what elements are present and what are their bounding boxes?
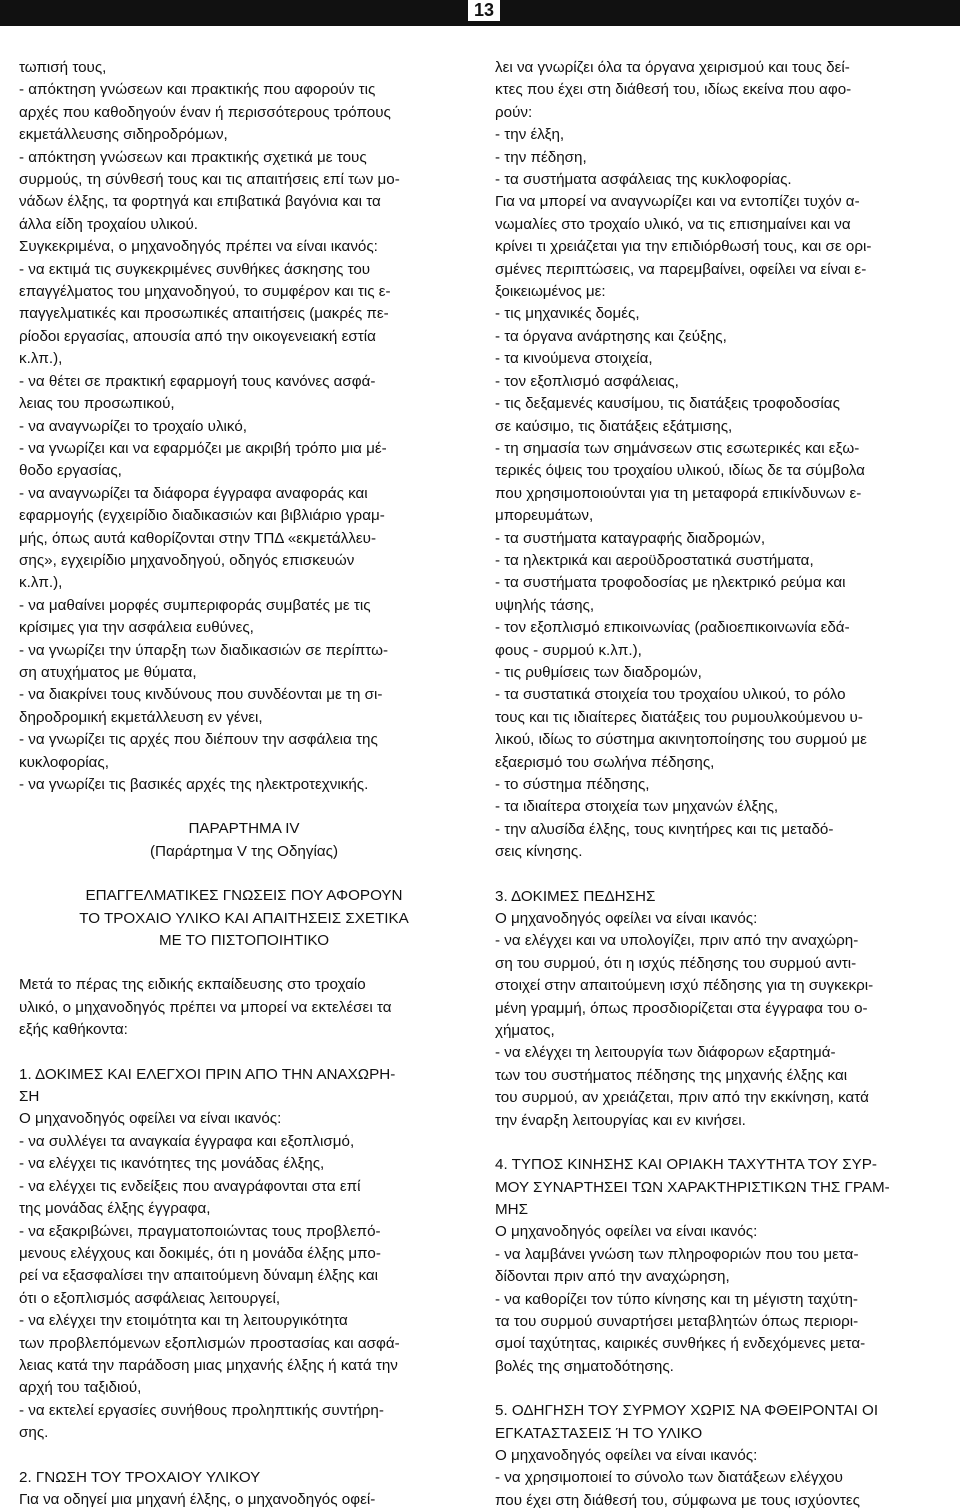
text-line: - τις μηχανικές δομές, [495, 305, 640, 323]
text-line: της μονάδας έλξης έγγραφα, [19, 1200, 211, 1218]
text-line: 4. ΤΥΠΟΣ ΚΙΝΗΣΗΣ ΚΑΙ ΟΡΙΑΚΗ ΤΑΧΥΤΗΤΑ ΤΟΥ ΣΥΡ- [495, 1156, 877, 1174]
text-line: - τα συστήματα τροφοδοσίας με ηλεκτρικό ρεύμα και [495, 574, 846, 592]
text-line: την έναρξη λειτουργίας και εν κινήσει. [495, 1111, 746, 1129]
text-line: ση του συρμού, ότι η ισχύς πέδησης του συρμού αντι- [495, 954, 857, 972]
paragraph-gap [19, 1445, 469, 1467]
text-line: επαγγέλματος του μηχανοδηγού, το συμφέρον και τις ε- [19, 283, 391, 301]
text-line: ση ατυχήματος με θύματα, [19, 663, 197, 681]
text-line: ΣΗ [19, 1088, 40, 1106]
text-line: 1. ΔΟΚΙΜΕΣ ΚΑΙ ΕΛΕΓΧΟΙ ΠΡΙΝ ΑΠΟ ΤΗΝ ΑΝΑΧΩΡΗ- [19, 1065, 396, 1083]
paragraph-gap [495, 1378, 941, 1400]
text-line: Ο μηχανοδηγός οφείλει να είναι ικανός: [495, 1223, 758, 1241]
text-line: ΠΑΡΑΡΤΗΜΑ IV [188, 820, 300, 838]
paragraph-gap [19, 796, 469, 818]
text-line: μπορευμάτων, [495, 507, 594, 525]
text-line: - το σύστημα πέδησης, [495, 776, 650, 793]
text-line: - να θέτει σε πρακτική εφαρμογή τους κανόνες ασφά- [19, 372, 376, 390]
text-line: λικού, ιδίως το σύστημα ακινητοποίησης του συρμού με [495, 731, 867, 749]
text-line: σμοί ταχύτητας, καιρικές συνθήκες ή ενδεχόμενες μετα- [495, 1335, 866, 1353]
text-line: Για να οδηγεί μια μηχανή έλξης, ο μηχανοδηγός οφεί- [19, 1490, 376, 1508]
text-line: δίδονται πριν από την αναχώρηση, [495, 1268, 730, 1286]
text-line: - τα συστήματα καταγραφής διαδρομών, [495, 529, 766, 547]
text-line: που έχει στη διάθεσή του, σύμφωνα με τους ισχύοντες [495, 1491, 860, 1509]
text-line: λει να γνωρίζει όλα τα όργανα χειρισμού και τους δεί- [495, 59, 850, 76]
text-line: κ.λπ.), [19, 350, 63, 368]
text-line: τα του συρμού συναρτήσει μεταβλητών όπως περιορι- [495, 1312, 859, 1330]
text-line: - απόκτηση γνώσεων και πρακτικής σχετικά με τους [19, 148, 367, 166]
text-line: Μετά το πέρας της ειδικής εκπαίδευσης στο τροχαίο [19, 976, 366, 994]
text-line: ρεί να εξασφαλίσει την απαιτούμενη δύναμη έλξης και [19, 1267, 379, 1285]
text-line: κυκλοφορίας, [19, 753, 109, 771]
text-line: εφαρμογής (εγχειρίδιο διαδικασιών και βιβλιάριο γραμ- [19, 507, 385, 525]
text-line: - να ελέγχει και να υπολογίζει, πριν από την αναχώρη- [495, 932, 859, 950]
text-line: των του συστήματος πέδησης της μηχανής έλξης και [495, 1066, 848, 1084]
text-line: τερικές όψεις του τροχαίου υλικού, ιδίως δε τα σύμβολα [495, 462, 865, 480]
text-line: - την έλξη, [495, 126, 565, 144]
paragraph-gap [19, 952, 469, 974]
text-line: - να γνωρίζει τις βασικές αρχές της ηλεκτροτεχνικής. [19, 776, 369, 793]
text-line: παγγελματικές και προσωπικές απαιτήσεις (μακρές πε- [19, 305, 389, 323]
text-line: - τις ρυθμίσεις των διαδρομών, [495, 663, 702, 681]
paragraph-gap [495, 864, 941, 886]
page-number: 13 [468, 0, 500, 21]
text-line: - τα συστατικά στοιχεία του τροχαίου υλικού, το ρόλο [495, 686, 846, 704]
text-line: - να εκτελεί εργασίες συνήθους προληπτικής συντήρη- [19, 1401, 384, 1419]
text-line: υλικό, ο μηχανοδηγός πρέπει να μπορεί να εκτελέσει τα [19, 998, 392, 1016]
text-line: - τον εξοπλισμό ασφάλειας, [495, 372, 679, 390]
text-line: - να μαθαίνει μορφές συμπεριφοράς συμβατές με τις [19, 596, 371, 614]
text-line: θοδο εργασίας, [19, 462, 122, 480]
text-line: - να γνωρίζει τις αρχές που διέπουν την ασφάλεια της [19, 731, 378, 749]
text-line: - να καθορίζει τον τύπο κίνησης και τη μέγιστη ταχύτη- [495, 1290, 858, 1308]
text-line: μής, όπως αυτά καθορίζονται στην ΤΠΔ «εκμετάλλευ- [19, 529, 377, 547]
text-line: σης. [19, 1424, 49, 1442]
text-line: - να εξακριβώνει, πραγματοποιώντας τους προβλεπό- [19, 1222, 381, 1240]
text-line: ΜΗΣ [495, 1200, 529, 1218]
text-line: νάδων έλξης, τα φορτηγά και επιβατικά βαγόνια και τα [19, 193, 381, 211]
text-line: λειας κατά την παράδοση μιας μηχανής έλξης ή κατά την [19, 1356, 398, 1374]
text-line: - την πέδηση, [495, 148, 587, 166]
text-line: υψηλής τάσης, [495, 596, 595, 614]
text-line: - τα ιδιαίτερα στοιχεία των μηχανών έλξης, [495, 798, 779, 816]
text-line: Ο μηχανοδηγός οφείλει να είναι ικανός: [495, 910, 758, 928]
text-line: - να ελέγχει την ετοιμότητα και τη λειτουργικότητα [19, 1312, 348, 1330]
text-line: (Παράρτημα V της Οδηγίας) [149, 842, 339, 860]
text-line: των προβλεπόμενων εξοπλισμών προστασίας και ασφά- [19, 1334, 400, 1352]
text-line: αρχή του ταξιδιού, [19, 1379, 142, 1397]
text-line: - τον εξοπλισμό επικοινωνίας (ραδιοεπικοινωνία εδά- [495, 619, 850, 637]
text-line: - να γνωρίζει και να εφαρμόζει με ακριβή τρόπο μια μέ- [19, 439, 387, 457]
text-line: - να συλλέγει τα αναγκαία έγγραφα και εξοπλισμό, [19, 1132, 355, 1150]
text-line: σεις κίνησης. [495, 843, 583, 861]
text-line: - τα ηλεκτρικά και αεροϋδροστατικά συστήματα, [495, 551, 814, 569]
paragraph-gap [19, 863, 469, 885]
text-line: που χρησιμοποιούνται για τη μεταφορά επικίνδυνων ε- [495, 484, 862, 502]
paragraph-gap [19, 1042, 469, 1064]
right-column [495, 57, 941, 1512]
text-line: κρίσιμες για την ασφάλεια ευθύνες, [19, 619, 254, 637]
text-line: άλλα είδη τροχαίου υλικού. [19, 215, 199, 233]
left-column [19, 57, 469, 1511]
text-line: νωμαλίες στο τροχαίο υλικό, να τις επισημαίνει και να [495, 215, 851, 233]
text-line: Ο μηχανοδηγός οφείλει να είναι ικανός: [19, 1110, 282, 1128]
text-line: ΕΓΚΑΤΑΣΤΑΣΕΙΣ Ή ΤΟ ΥΛΙΚΟ [495, 1424, 703, 1442]
text-line: - τη σημασία των σημάνσεων στις εσωτερικές και εξω- [495, 439, 860, 457]
text-line: δηροδρομική εκμετάλλευση εν γένει, [19, 708, 263, 726]
text-line: λειας του προσωπικού, [19, 395, 175, 413]
text-line: - να χρησιμοποιεί το σύνολο των διατάξεων ελέγχου [495, 1469, 843, 1487]
text-line: - να ελέγχει τις ικανότητες της μονάδας έλξης, [19, 1155, 325, 1173]
text-line: - να λαμβάνει γνώση των πληροφοριών που του μετα- [495, 1245, 859, 1263]
text-line: εκμετάλλευσης σιδηροδρόμων, [19, 126, 228, 144]
text-line: ΕΠΑΓΓΕΛΜΑΤΙΚΕΣ ΓΝΩΣΕΙΣ ΠΟΥ ΑΦΟΡΟΥΝ [85, 887, 403, 905]
text-line: ρίοδοι εργασίας, απουσία από την οικογενειακή εστία [19, 327, 376, 345]
text-line: - την αλυσίδα έλξης, τους κινητήρες και τις μεταδό- [495, 820, 834, 838]
text-line: μενους ελέγχους και δοκιμές, ότι η μονάδα έλξης μπο- [19, 1244, 381, 1262]
text-line: - να γνωρίζει την ύπαρξη των διαδικασιών σε περίπτω- [19, 641, 389, 659]
text-line: ΜΟΥ ΣΥΝΑΡΤΗΣΕΙ ΤΩΝ ΧΑΡΑΚΤΗΡΙΣΤΙΚΩΝ ΤΗΣ ΓΡΑΜ- [495, 1178, 890, 1196]
text-line: - τα συστήματα ασφάλειας της κυκλοφορίας. [495, 171, 792, 189]
text-line: - να διακρίνει τους κινδύνους που συνδέονται με τη σι- [19, 686, 383, 704]
text-line: κ.λπ.), [19, 574, 63, 592]
text-line: βολές της σηματοδότησης. [495, 1357, 674, 1375]
text-line: 2. ΓΝΩΣΗ ΤΟΥ ΤΡΟΧΑΙΟΥ ΥΛΙΚΟΥ [19, 1468, 261, 1486]
text-line: - να ελέγχει τις ενδείξεις που αναγράφονται στα επί [19, 1177, 361, 1195]
text-line: - να εκτιμά τις συγκεκριμένες συνθήκες άσκησης του [19, 260, 371, 278]
text-line: μένη γραμμή, όπως προσδιορίζεται στα έγγραφα του ο- [495, 999, 868, 1017]
text-line: 3. ΔΟΚΙΜΕΣ ΠΕΔΗΣΗΣ [495, 887, 656, 905]
text-line: στοιχεί στην απαιτούμενη ισχύ πέδησης για τη συγκεκρι- [495, 977, 874, 995]
text-line: - να αναγνωρίζει τα διάφορα έγγραφα αναφοράς και [19, 484, 368, 502]
text-line: αρχές που καθοδηγούν έναν ή περισσότερους τρόπους [19, 103, 391, 121]
text-line: - τις δεξαμενές καυσίμου, τις διατάξεις τροφοδοσίας [495, 395, 840, 413]
text-line: 5. ΟΔΗΓΗΣΗ ΤΟΥ ΣΥΡΜΟΥ ΧΩΡΙΣ ΝΑ ΦΘΕΙΡΟΝΤΑΙ ΟΙ [495, 1402, 879, 1420]
text-line: ρούν: [495, 103, 533, 121]
text-line: εξαερισμό του σωλήνα πέδησης, [495, 753, 715, 771]
text-line: Για να μπορεί να αναγνωρίζει και να εντοπίζει τυχόν α- [495, 193, 860, 211]
text-line: ΜΕ ΤΟ ΠΙΣΤΟΠΟΙΗΤΙΚΟ [158, 932, 330, 950]
text-line: - τα κινούμενα στοιχεία, [495, 350, 653, 368]
text-line: - τα όργανα ανάρτησης και ζεύξης, [495, 327, 727, 345]
text-line: Συγκεκριμένα, ο μηχανοδηγός πρέπει να είναι ικανός: [19, 238, 378, 256]
text-line: - να ελέγχει τη λειτουργία των διάφορων εξαρτημά- [495, 1044, 836, 1062]
text-line: - απόκτηση γνώσεων και πρακτικής που αφορούν τις [19, 81, 376, 99]
text-line: σης», εγχειρίδιο μηχανοδηγού, οδηγός επισκευών [19, 551, 355, 569]
text-line: τωπισή τους, [19, 59, 107, 76]
text-line: ξοικειωμένος με: [495, 283, 606, 301]
text-line: χήματος, [495, 1022, 555, 1040]
text-line: - να αναγνωρίζει το τροχαίο υλικό, [19, 417, 248, 435]
text-line: συρμούς, τη σύνθεσή τους και τις απαιτήσεις επί των μο- [19, 171, 400, 189]
text-line: Ο μηχανοδηγός οφείλει να είναι ικανός: [495, 1446, 758, 1464]
text-line: εξής καθήκοντα: [19, 1021, 128, 1039]
text-line: φους - συρμού κ.λπ.), [495, 641, 642, 659]
paragraph-gap [495, 1132, 941, 1154]
text-line: τους και τις ιδιαίτερες διατάξεις του ρυμουλκούμενου υ- [495, 708, 863, 726]
text-line: ΤΟ ΤΡΟΧΑΙΟ ΥΛΙΚΟ ΚΑΙ ΑΠΑΙΤΗΣΕΙΣ ΣΧΕΤΙΚΑ [79, 909, 409, 927]
text-line: σε καύσιμο, τις διατάξεις εξάτμισης, [495, 417, 733, 435]
text-line: ότι ο εξοπλισμός ασφάλειας λειτουργεί, [19, 1289, 281, 1307]
text-line: του συρμού, αν χρειάζεται, πριν από την εκκίνηση, κατά [495, 1089, 869, 1107]
text-line: σμένες περιπτώσεις, να παρεμβαίνει, οφείλει να είναι ε- [495, 260, 867, 278]
text-line: κρίνει τι χρειάζεται για την επιδιόρθωσή τους, και σε ορι- [495, 238, 872, 256]
text-line: κτες που έχει στη διάθεσή του, ιδίως εκείνα που αφο- [495, 81, 852, 99]
